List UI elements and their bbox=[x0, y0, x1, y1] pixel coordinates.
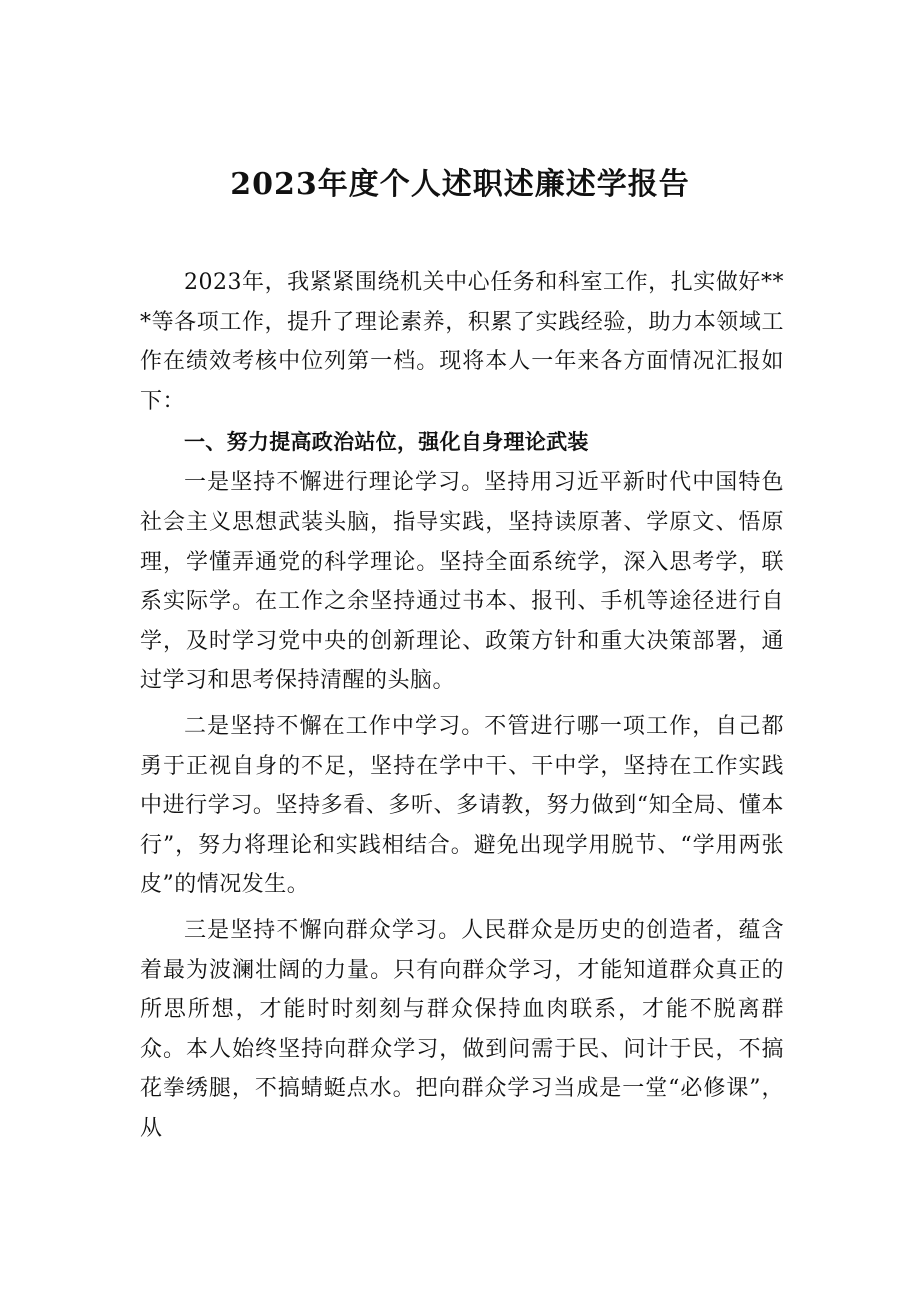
document-title: 2023年度个人述职述廉述学报告 bbox=[230, 167, 690, 202]
section-1-paragraph-3: 三是坚持不懈向群众学习。人民群众是历史的创造者，蕴含着最为波澜壮阔的力量。只有向群众学习，才能知道群众真正的所思所想，才能时时刻刻与群众保持血肉联系，才能不脱离群众。本人始终坚持向群众学习，做到问需于民、问计于民，不搞花拳绣腿，不搞蜻蜓点水。把向群众学习当成是一堂“必修课”，从 bbox=[140, 917, 784, 1141]
intro-paragraph: 2023年，我紧紧围绕机关中心任务和科室工作，扎实做好***等各项工作，提升了理论素养，积累了实践经验，助力本领域工作在绩效考核中位列第一档。现将本人一年来各方面情况汇报如下： bbox=[140, 270, 784, 414]
section-1-paragraph-2: 二是坚持不懈在工作中学习。不管进行哪一项工作，自己都勇于正视自身的不足，坚持在学中干、干中学，坚持在工作实践中进行学习。坚持多看、多听、多请教，努力做到“知全局、懂本行”，努力将理论和实践相结合。避免出现学用脱节、“学用两张皮”的情况发生。 bbox=[140, 713, 784, 898]
document-body bbox=[140, 263, 784, 1148]
section-1-paragraph-1: 一是坚持不懈进行理论学习。坚持用习近平新时代中国特色社会主义思想武装头脑，指导实践，坚持读原著、学原文、悟原理，学懂弄通党的科学理论。坚持全面系统学，深入思考学，联系实际学。在工作之余坚持通过书本、报刊、手机等途径进行自学，及时学习党中央的创新理论、政策方针和重大决策部署，通过学习和思考保持清醒的头脑。 bbox=[140, 470, 784, 694]
section-1-heading: 一、努力提高政治站位，强化自身理论武装 bbox=[184, 430, 589, 455]
